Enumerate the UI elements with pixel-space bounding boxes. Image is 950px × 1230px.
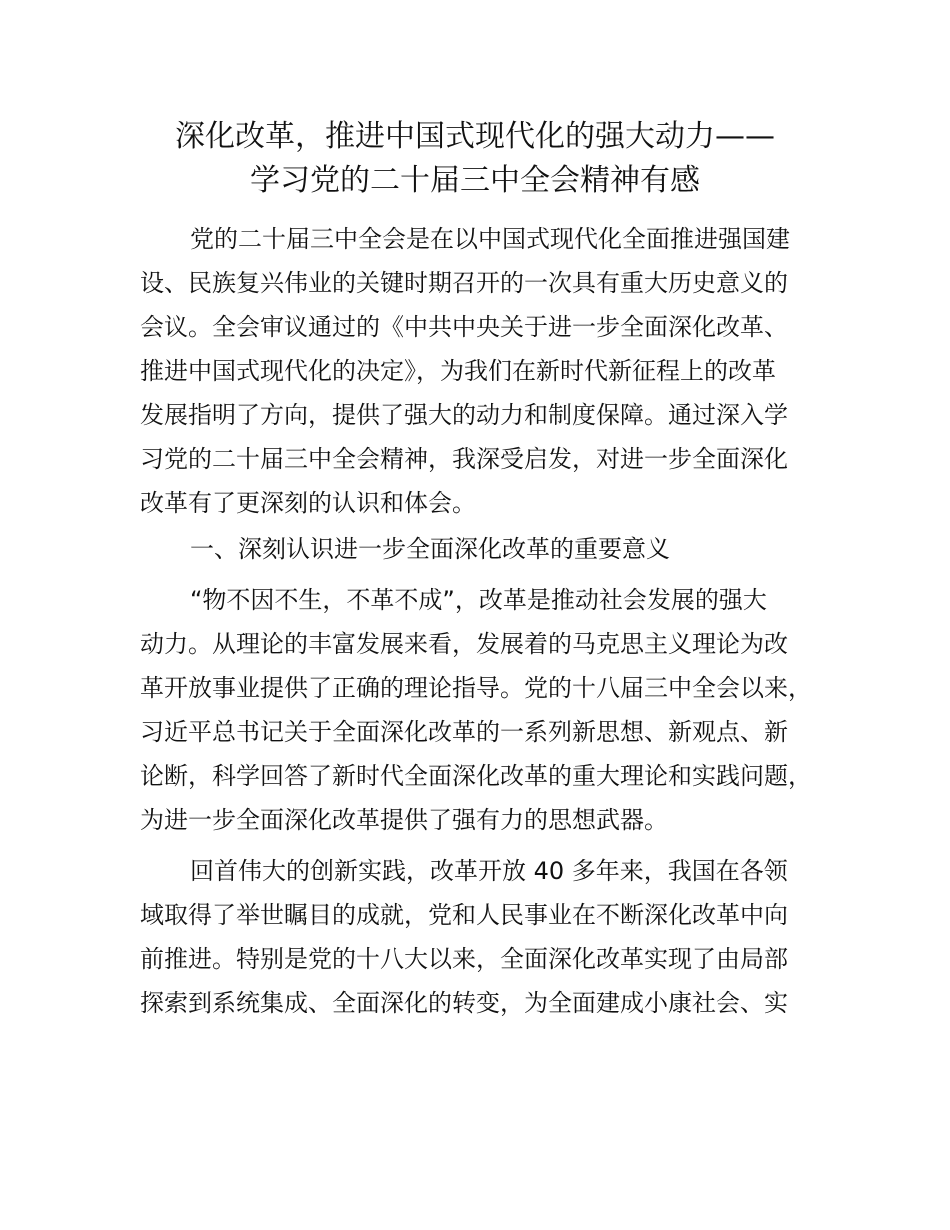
paragraph-3-line-4: 习近平总书记关于全面深化改革的一系列新思想、新观点、新 — [140, 718, 788, 746]
paragraph-1-line-3: 会议。全会审议通过的《中共中央关于进一步全面深化改革、 — [140, 313, 788, 341]
paragraph-1-line-4: 推进中国式现代化的决定》，为我们在新时代新征程上的改革 — [140, 357, 776, 385]
paragraph-1-line-5: 发展指明了方向，提供了强大的动力和制度保障。通过深入学 — [140, 401, 788, 429]
paragraph-1-line-7: 改革有了更深刻的认识和体会。 — [140, 489, 476, 517]
paragraph-3-line-3: 革开放事业提供了正确的理论指导。党的十八届三中全会以来， — [140, 674, 812, 702]
paragraph-3-line-5: 论断，科学回答了新时代全面深化改革的重大理论和实践问题， — [140, 762, 812, 790]
paragraph-1-line-6: 习党的二十届三中全会精神，我深受启发，对进一步全面深化 — [140, 445, 788, 473]
paragraph-1-line-2: 设、民族复兴伟业的关键时期召开的一次具有重大历史意义的 — [140, 269, 788, 297]
paragraph-4-line-1: 回首伟大的创新实践，改革开放 40 多年来，我国在各领 — [190, 857, 788, 885]
section-heading-1: 一、深刻认识进一步全面深化改革的重要意义 — [190, 535, 670, 563]
document-title-line-2: 学习党的二十届三中全会精神有感 — [250, 163, 700, 198]
paragraph-1-line-1: 党的二十届三中全会是在以中国式现代化全面推进强国建 — [190, 225, 790, 253]
paragraph-4-line-4: 探索到系统集成、全面深化的转变，为全面建成小康社会、实 — [140, 989, 788, 1017]
paragraph-4-line-2: 域取得了举世瞩目的成就，党和人民事业在不断深化改革中向 — [140, 901, 788, 929]
paragraph-3-line-6: 为进一步全面深化改革提供了强有力的思想武器。 — [140, 806, 668, 834]
document-title-line-1: 深化改革，推进中国式现代化的强大动力—— — [175, 119, 775, 154]
paragraph-3-line-2: 动力。从理论的丰富发展来看，发展着的马克思主义理论为改 — [140, 630, 788, 658]
paragraph-3-line-1: “物不因不生，不革不成”，改革是推动社会发展的强大 — [190, 586, 767, 614]
paragraph-4-line-3: 前推进。特别是党的十八大以来，全面深化改革实现了由局部 — [140, 945, 788, 973]
